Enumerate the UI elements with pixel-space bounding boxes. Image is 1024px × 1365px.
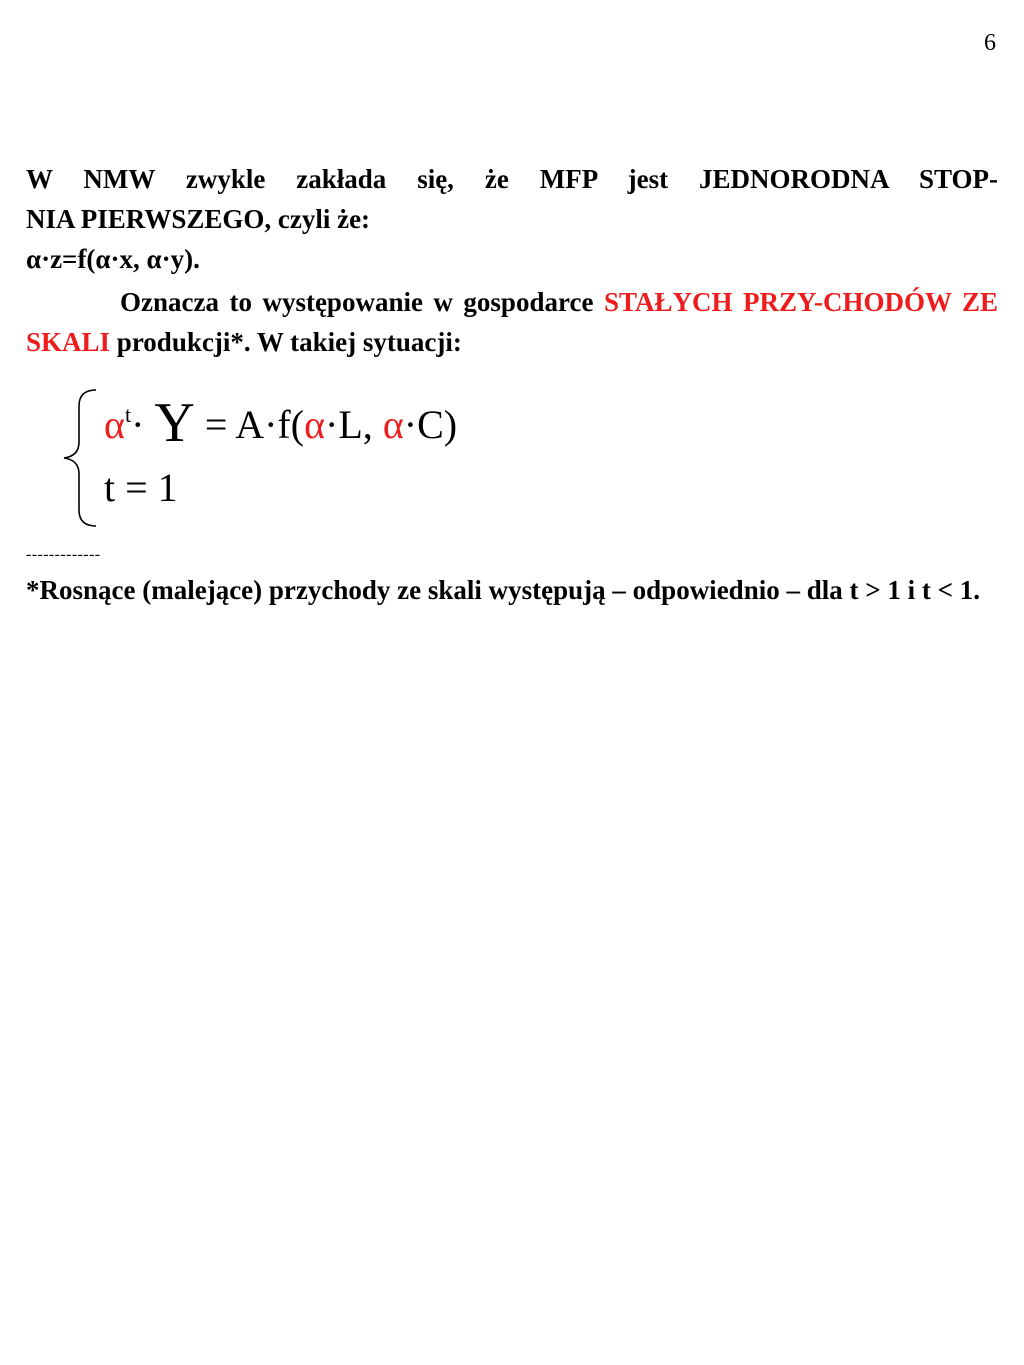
paragraph-homogeneity	[26, 159, 998, 279]
dot-operator: ·	[131, 402, 145, 447]
equation-middle: = A·f(	[194, 402, 305, 447]
equation-t-equals-1: t = 1	[104, 465, 178, 510]
paragraph-intro: Oznacza to występowanie w gospodarce	[120, 287, 604, 317]
output-y: Y	[154, 392, 195, 454]
footnote-separator: -------------	[26, 546, 101, 563]
alpha-symbol: α	[104, 402, 125, 447]
formula-homogeneity: α·z=f(α·x, α·y).	[26, 244, 200, 274]
alpha-labor: α	[304, 402, 326, 447]
exponent-t: t	[124, 402, 132, 427]
page-number: 6	[984, 30, 996, 56]
capital-term: ·C)	[403, 402, 458, 447]
alpha-capital: α	[382, 402, 404, 447]
highlight-constant-returns: STAŁYCH PRZY-CHODÓW ZE SKALI	[26, 287, 998, 357]
paragraph-line-2: NIA PIERWSZEGO, czyli że:	[26, 204, 371, 234]
left-brace-icon	[60, 388, 100, 528]
equation-production	[104, 388, 457, 452]
paragraph-line-1: W NMW zwykle zakłada się, że MFP jest JEDNORODNA STOP-	[26, 164, 998, 194]
paragraph-returns-to-scale	[26, 282, 998, 362]
footnote: *Rosnące (malejące) przychody ze skali występują – odpowiednio – dla t > 1 i t < 1.	[26, 575, 980, 605]
equation-system	[60, 388, 580, 528]
paragraph-rest: produkcji*. W takiej sytuacji:	[110, 327, 462, 357]
labor-term: ·L,	[325, 402, 383, 447]
